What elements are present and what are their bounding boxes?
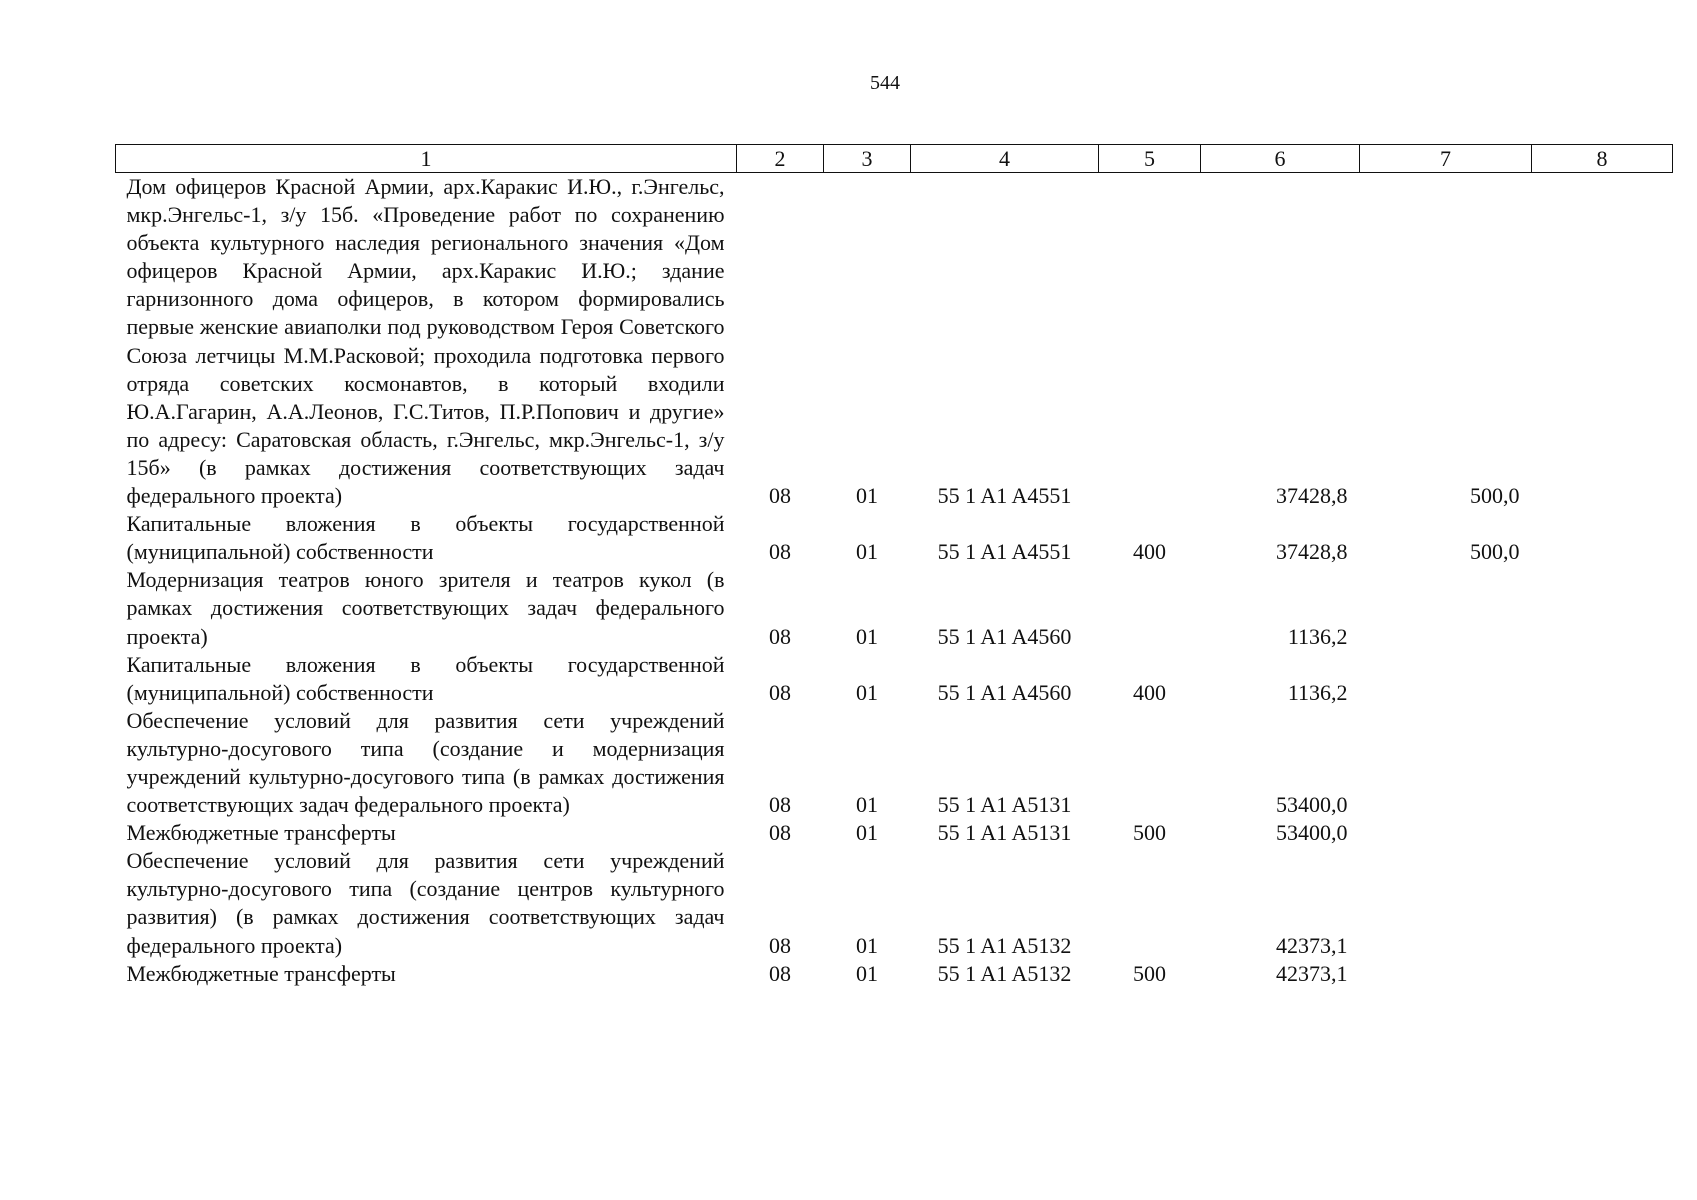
column-header-5: 5 <box>1099 145 1201 173</box>
table-row <box>116 707 1673 819</box>
row-section: 08 <box>769 539 791 565</box>
table-row <box>116 566 1673 650</box>
table-row <box>116 960 1673 988</box>
row-target-article: 55 1 A1 A5131 <box>937 820 1072 846</box>
row-name: Капитальные вложения в объекты государственной (муниципальной) собственности <box>126 651 725 705</box>
table-row <box>116 173 1673 511</box>
row-subsection: 01 <box>856 820 878 846</box>
row-section: 08 <box>769 960 791 986</box>
row-amount-3 <box>1532 651 1673 707</box>
row-section: 08 <box>769 932 791 958</box>
row-subsection: 01 <box>856 960 878 986</box>
row-amount-1: 42373,1 <box>1276 932 1348 958</box>
row-amount-2 <box>1360 707 1532 819</box>
row-section: 08 <box>769 820 791 846</box>
row-section: 08 <box>769 623 791 649</box>
row-amount-1: 1136,2 <box>1287 679 1348 705</box>
row-amount-2 <box>1360 819 1532 847</box>
column-header-8: 8 <box>1532 145 1673 173</box>
row-expense-type <box>1099 847 1201 959</box>
row-amount-1: 37428,8 <box>1276 539 1348 565</box>
row-amount-2 <box>1360 566 1532 650</box>
column-header-6: 6 <box>1201 145 1360 173</box>
table-row <box>116 510 1673 566</box>
header-row <box>116 145 1673 173</box>
row-subsection: 01 <box>856 483 878 509</box>
row-amount-1: 53400,0 <box>1276 792 1348 818</box>
row-name: Обеспечение условий для развития сети учреждений культурно-досугового типа (создание и модернизация учреждений культурно-досугового типа (в рамках достижения соответствующих задач федерального проекта) <box>126 707 725 818</box>
budget-table <box>115 144 1673 988</box>
row-target-article: 55 1 A1 A4551 <box>937 483 1072 509</box>
column-header-4: 4 <box>911 145 1099 173</box>
row-target-article: 55 1 A1 A5132 <box>937 960 1072 986</box>
row-name: Межбюджетные трансферты <box>126 820 396 846</box>
row-amount-3 <box>1532 847 1673 959</box>
row-amount-2: 500,0 <box>1470 483 1520 509</box>
row-name: Капитальные вложения в объекты государственной (муниципальной) собственности <box>126 511 725 565</box>
row-expense-type: 400 <box>1133 539 1166 565</box>
row-amount-2 <box>1360 651 1532 707</box>
row-expense-type: 500 <box>1133 820 1166 846</box>
row-subsection: 01 <box>856 792 878 818</box>
row-amount-3 <box>1532 173 1673 511</box>
row-section: 08 <box>769 679 791 705</box>
row-target-article: 55 1 A1 A5132 <box>937 932 1072 958</box>
row-name: Межбюджетные трансферты <box>126 960 396 986</box>
table-row <box>116 819 1673 847</box>
row-amount-3 <box>1532 960 1673 988</box>
row-subsection: 01 <box>856 679 878 705</box>
row-target-article: 55 1 A1 A4551 <box>937 539 1072 565</box>
row-amount-1: 42373,1 <box>1276 960 1348 986</box>
row-amount-3 <box>1532 707 1673 819</box>
row-target-article: 55 1 A1 A4560 <box>937 623 1072 649</box>
row-subsection: 01 <box>856 623 878 649</box>
row-name: Обеспечение условий для развития сети учреждений культурно-досугового типа (создание центров культурного развития) (в рамках достижения соответствующих задач федерального проекта) <box>126 848 725 958</box>
table-body <box>116 173 1673 988</box>
row-amount-1: 53400,0 <box>1276 820 1348 846</box>
column-header-7: 7 <box>1360 145 1532 173</box>
column-header-2: 2 <box>737 145 824 173</box>
row-amount-1: 1136,2 <box>1287 623 1348 649</box>
column-header-1: 1 <box>116 145 737 173</box>
row-amount-3 <box>1532 819 1673 847</box>
column-header-3: 3 <box>824 145 911 173</box>
row-name: Модернизация театров юного зрителя и театров кукол (в рамках достижения соответствующих задач федерального проекта) <box>126 567 725 649</box>
row-subsection: 01 <box>856 539 878 565</box>
row-amount-1: 37428,8 <box>1276 483 1348 509</box>
row-expense-type <box>1099 566 1201 650</box>
row-expense-type <box>1099 173 1201 511</box>
row-expense-type: 400 <box>1133 679 1166 705</box>
row-section: 08 <box>769 792 791 818</box>
page-number: 544 <box>870 72 900 94</box>
row-expense-type <box>1099 707 1201 819</box>
row-amount-2 <box>1360 960 1532 988</box>
row-target-article: 55 1 A1 A5131 <box>937 792 1072 818</box>
table-row <box>116 651 1673 707</box>
row-name: Дом офицеров Красной Армии, арх.Каракис И.Ю., г.Энгельс, мкр.Энгельс-1, з/у 15б. «Проведение работ по сохранению объекта культурного наследия регионального значения «Дом офицеров Красной Армии, арх.Каракис И.Ю.; здание гарнизонного дома офицеров, в котором формировались первые женские авиаполки под руководством Героя Советского Союза летчицы М.М.Расковой; проходила подготовка первого отряда советских космонавтов, в который входили Ю.А.Гагарин, А.А.Леонов, Г.С.Титов, П.Р.Попович и другие» по адресу: Саратовская область, г.Энгельс, мкр.Энгельс-1, з/у 15б» (в рамках достижения соответствующих задач федерального проекта) <box>126 174 725 509</box>
row-expense-type: 500 <box>1133 960 1166 986</box>
row-amount-2 <box>1360 847 1532 959</box>
row-subsection: 01 <box>856 932 878 958</box>
row-amount-3 <box>1532 566 1673 650</box>
row-amount-2: 500,0 <box>1470 539 1520 565</box>
table-header <box>116 145 1673 173</box>
table-row <box>116 847 1673 959</box>
row-amount-3 <box>1532 510 1673 566</box>
row-section: 08 <box>769 483 791 509</box>
row-target-article: 55 1 A1 A4560 <box>937 679 1072 705</box>
